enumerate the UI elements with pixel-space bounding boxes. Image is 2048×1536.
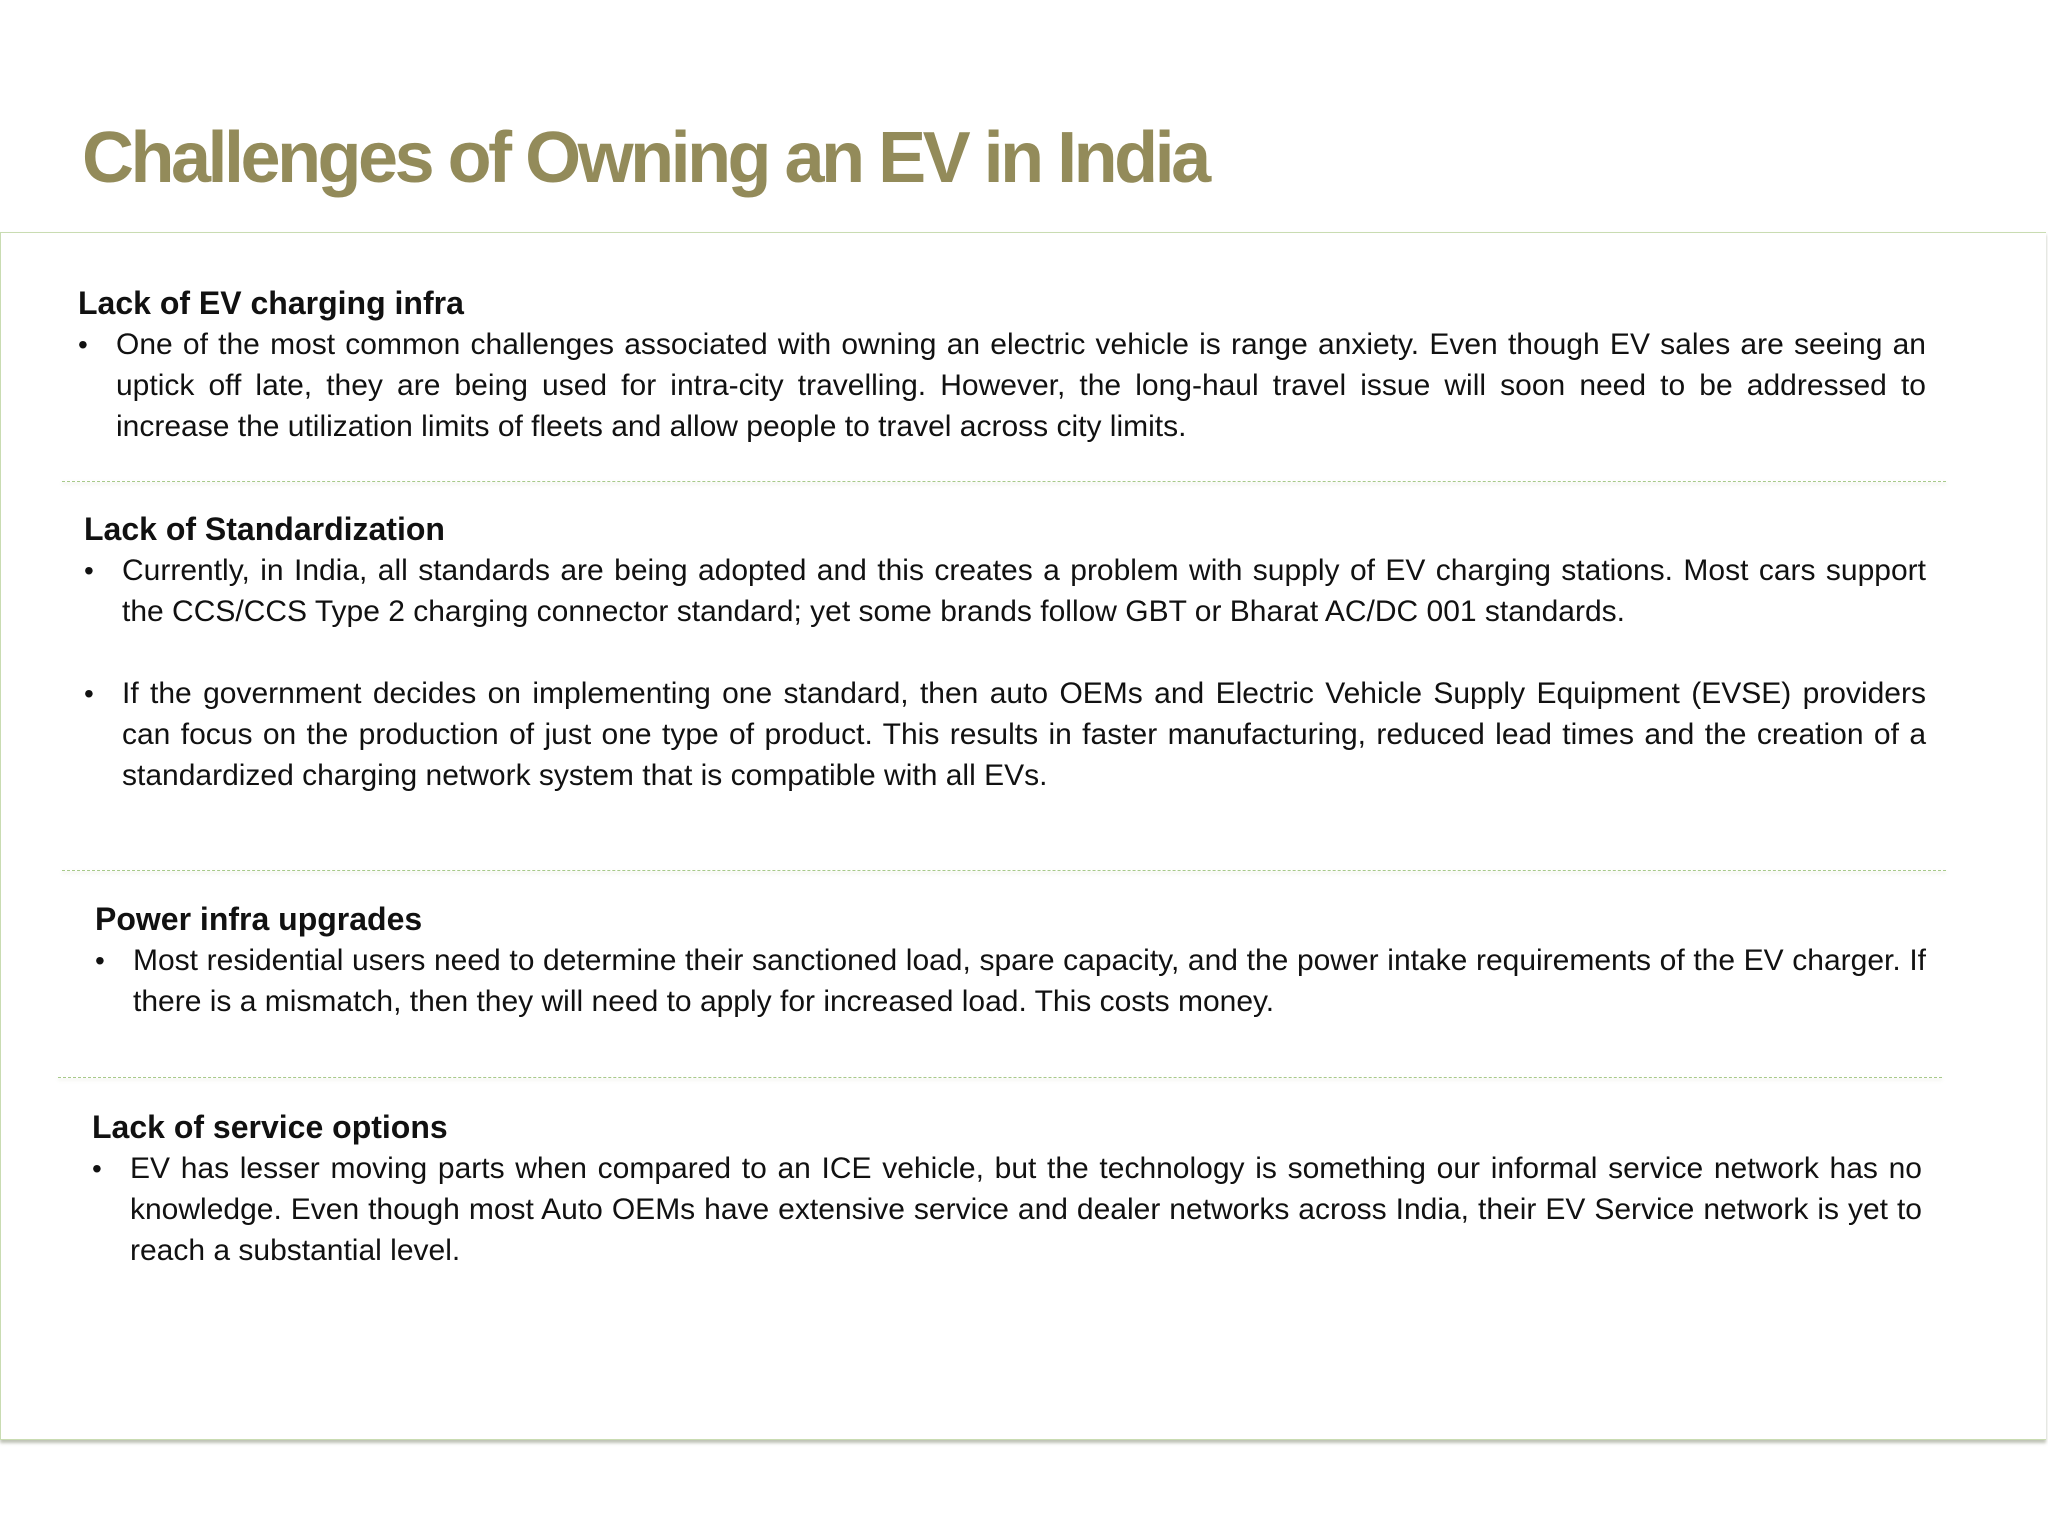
section-standardization [84, 509, 1926, 796]
bullet-icon: • [92, 1153, 102, 1184]
list-item [95, 940, 1926, 1022]
section-divider [62, 481, 1946, 482]
section-heading: Lack of EV charging infra [78, 285, 464, 321]
bullet-icon: • [78, 329, 88, 360]
list-item [92, 1148, 1922, 1271]
section-power-infra [95, 899, 1926, 1022]
section-service-options [92, 1107, 1922, 1271]
bullet-text: Currently, in India, all standards are being adopted and this creates a problem with supply of EV charging stations. Most cars support the CCS/CCS Type 2 charging connector standard; yet some brands follow GBT or Bharat AC/DC 001 standards. [122, 554, 1926, 628]
slide-title: Challenges of Owning an EV in India [82, 118, 1208, 198]
section-divider [58, 1077, 1942, 1078]
list-item [84, 673, 1926, 796]
bullet-text: Most residential users need to determine their sanctioned load, spare capacity, and the power intake requirements of the EV charger. If there is a mismatch, then they will need to apply for increased load. This costs money. [133, 944, 1926, 1018]
bullet-icon: • [95, 945, 105, 976]
list-item [84, 550, 1926, 632]
bullet-text: If the government decides on implementing one standard, then auto OEMs and Electric Vehicle Supply Equipment (EVSE) providers can focus on the production of just one type of product. This results in faster manufacturing, reduced lead times and the creation of a standardized charging network system that is compatible with all EVs. [122, 677, 1926, 792]
list-item [78, 324, 1926, 447]
section-heading: Lack of Standardization [84, 511, 445, 547]
section-divider [62, 870, 1946, 871]
bullet-text: EV has lesser moving parts when compared to an ICE vehicle, but the technology is something our informal service network has no knowledge. Even though most Auto OEMs have extensive service and dealer networks across India, their EV Service network is yet to reach a substantial level. [130, 1152, 1922, 1267]
section-heading: Lack of service options [92, 1109, 448, 1145]
section-heading: Power infra upgrades [95, 901, 423, 937]
bullet-icon: • [84, 555, 94, 586]
bullet-text: One of the most common challenges associated with owning an electric vehicle is range anxiety. Even though EV sales are seeing an uptick off late, they are being used for intra-city travelling. However, the long-haul travel issue will soon need to be addressed to increase the utilization limits of fleets and allow people to travel across city limits. [116, 328, 1926, 443]
section-ev-charging-infra [78, 283, 1926, 447]
bullet-icon: • [84, 678, 94, 709]
